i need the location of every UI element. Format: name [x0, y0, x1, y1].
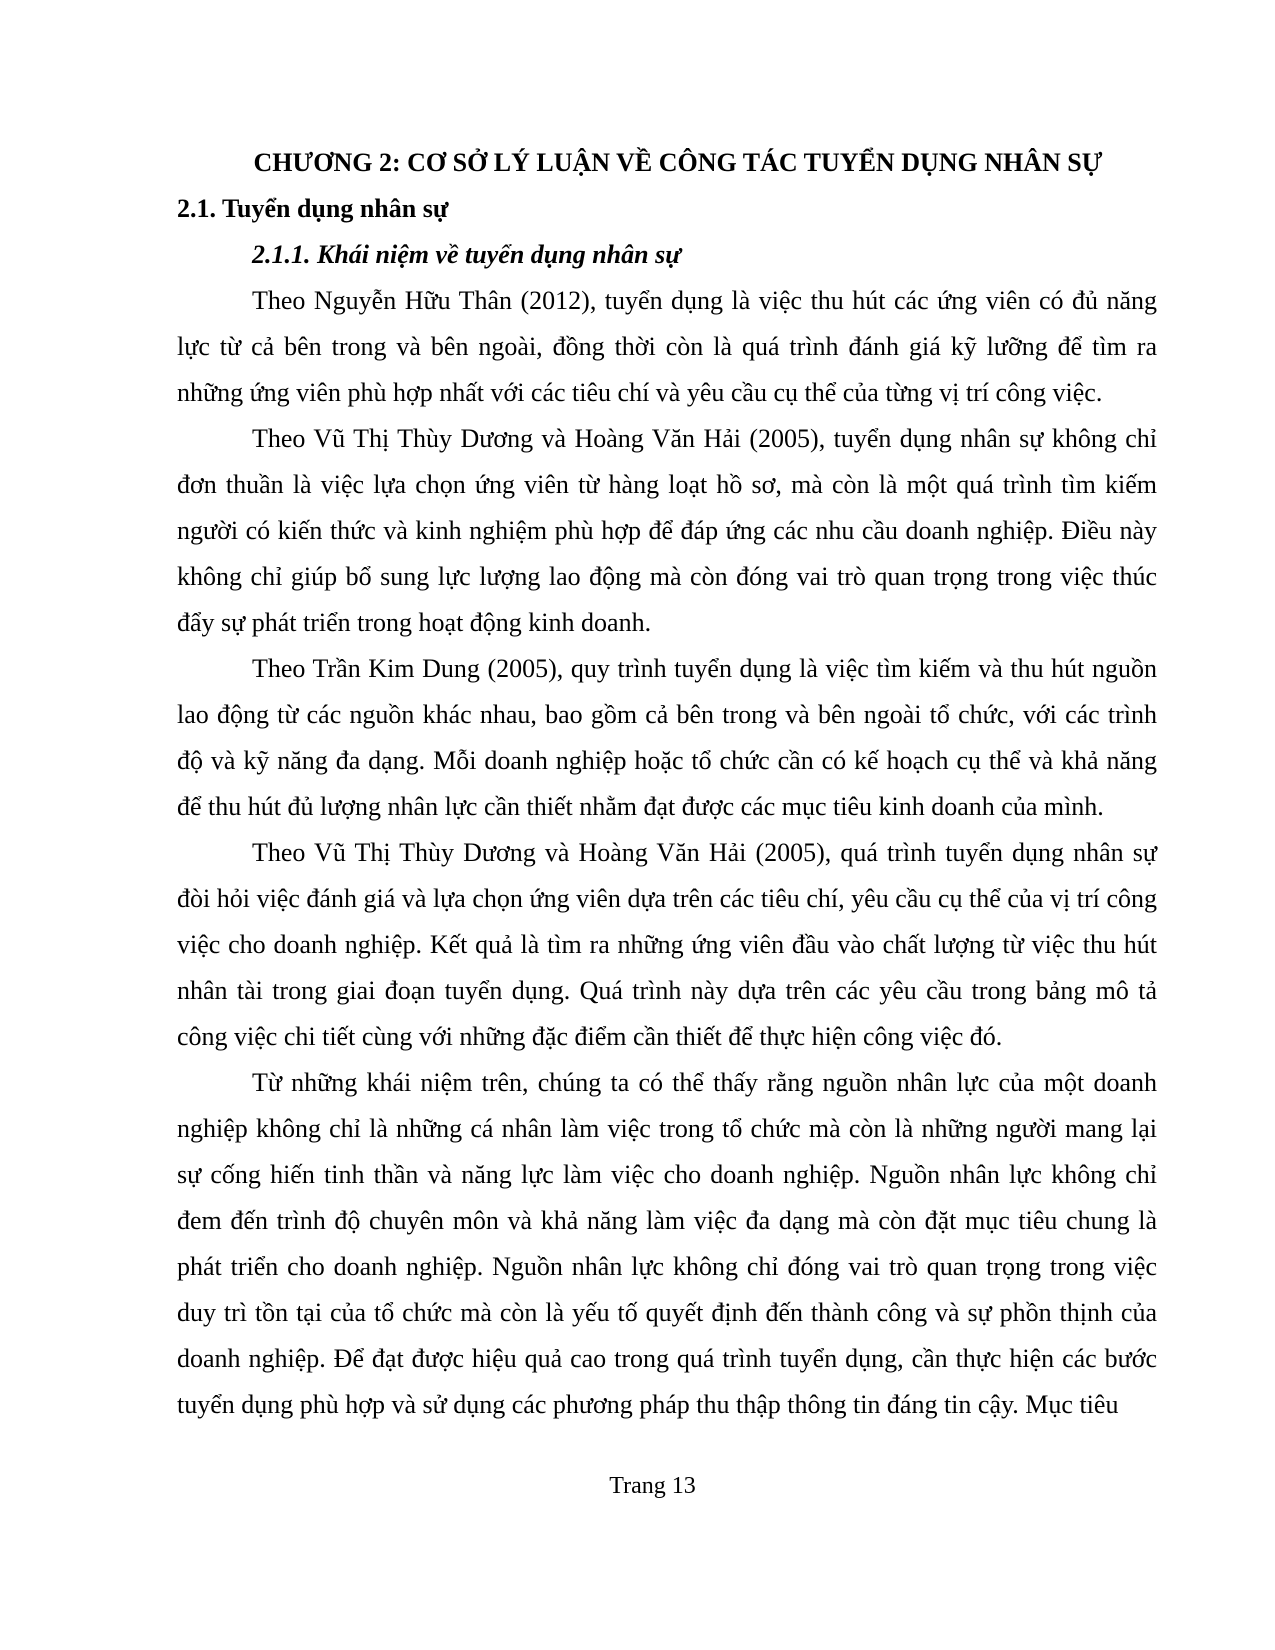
body-paragraph-5: Từ những khái niệm trên, chúng ta có thể thấy rằng nguồn nhân lực của một doanh nghiệp không chỉ là những cá nhân làm việc trong tổ chức mà còn là những người mang lại sự cống hiến tinh thần và năng lực làm việc cho doanh nghiệp. Nguồn nhân lực không chỉ đem đến trình độ chuyên môn và khả năng làm việc đa dạng mà còn đặt mục tiêu chung là phát triển cho doanh nghiệp. Nguồn nhân lực không chỉ đóng vai trò quan trọng trong việc duy trì tồn tại của tổ chức mà còn là yếu tố quyết định đến thành công và sự phồn thịnh của doanh nghiệp. Để đạt được hiệu quả cao trong quá trình tuyển dụng, cần thực hiện các bước tuyển dụng phù hợp và sử dụng các phương pháp thu thập thông tin đáng tin cậy. Mục tiêu: [177, 1068, 1157, 1419]
body-paragraph-1: Theo Nguyễn Hữu Thân (2012), tuyển dụng là việc thu hút các ứng viên có đủ năng lực từ cả bên trong và bên ngoài, đồng thời còn là quá trình đánh giá kỹ lưỡng để tìm ra những ứng viên phù hợp nhất với các tiêu chí và yêu cầu cụ thể của từng vị trí công việc.: [177, 286, 1157, 407]
body-paragraph-4: Theo Vũ Thị Thùy Dương và Hoàng Văn Hải (2005), quá trình tuyển dụng nhân sự đòi hỏi việc đánh giá và lựa chọn ứng viên dựa trên các tiêu chí, yêu cầu cụ thể của vị trí công việc cho doanh nghiệp. Kết quả là tìm ra những ứng viên đầu vào chất lượng từ việc thu hút nhân tài trong giai đoạn tuyển dụng. Quá trình này dựa trên các yêu cầu trong bảng mô tả công việc chi tiết cùng với những đặc điểm cần thiết để thực hiện công việc đó.: [177, 838, 1157, 1051]
page-content: [177, 140, 1157, 1428]
section-heading: 2.1. Tuyển dụng nhân sự: [177, 194, 449, 223]
body-paragraph-2: Theo Vũ Thị Thùy Dương và Hoàng Văn Hải (2005), tuyển dụng nhân sự không chỉ đơn thuần là việc lựa chọn ứng viên từ hàng loạt hồ sơ, mà còn là một quá trình tìm kiếm người có kiến thức và kinh nghiệm phù hợp để đáp ứng các nhu cầu doanh nghiệp. Điều này không chỉ giúp bổ sung lực lượng lao động mà còn đóng vai trò quan trọng trong việc thúc đẩy sự phát triển trong hoạt động kinh doanh.: [177, 424, 1157, 637]
page-number: Trang 13: [609, 1473, 696, 1499]
body-paragraph-3: Theo Trần Kim Dung (2005), quy trình tuyển dụng là việc tìm kiếm và thu hút nguồn lao động từ các nguồn khác nhau, bao gồm cả bên trong và bên ngoài tổ chức, với các trình độ và kỹ năng đa dạng. Mỗi doanh nghiệp hoặc tổ chức cần có kế hoạch cụ thể và khả năng để thu hút đủ lượng nhân lực cần thiết nhằm đạt được các mục tiêu kinh doanh của mình.: [177, 654, 1157, 821]
subsection-heading: 2.1.1. Khái niệm về tuyển dụng nhân sự: [252, 240, 681, 269]
chapter-title: CHƯƠNG 2: CƠ SỞ LÝ LUẬN VỀ CÔNG TÁC TUYỂN DỤNG NHÂN SỰ: [253, 148, 1103, 177]
